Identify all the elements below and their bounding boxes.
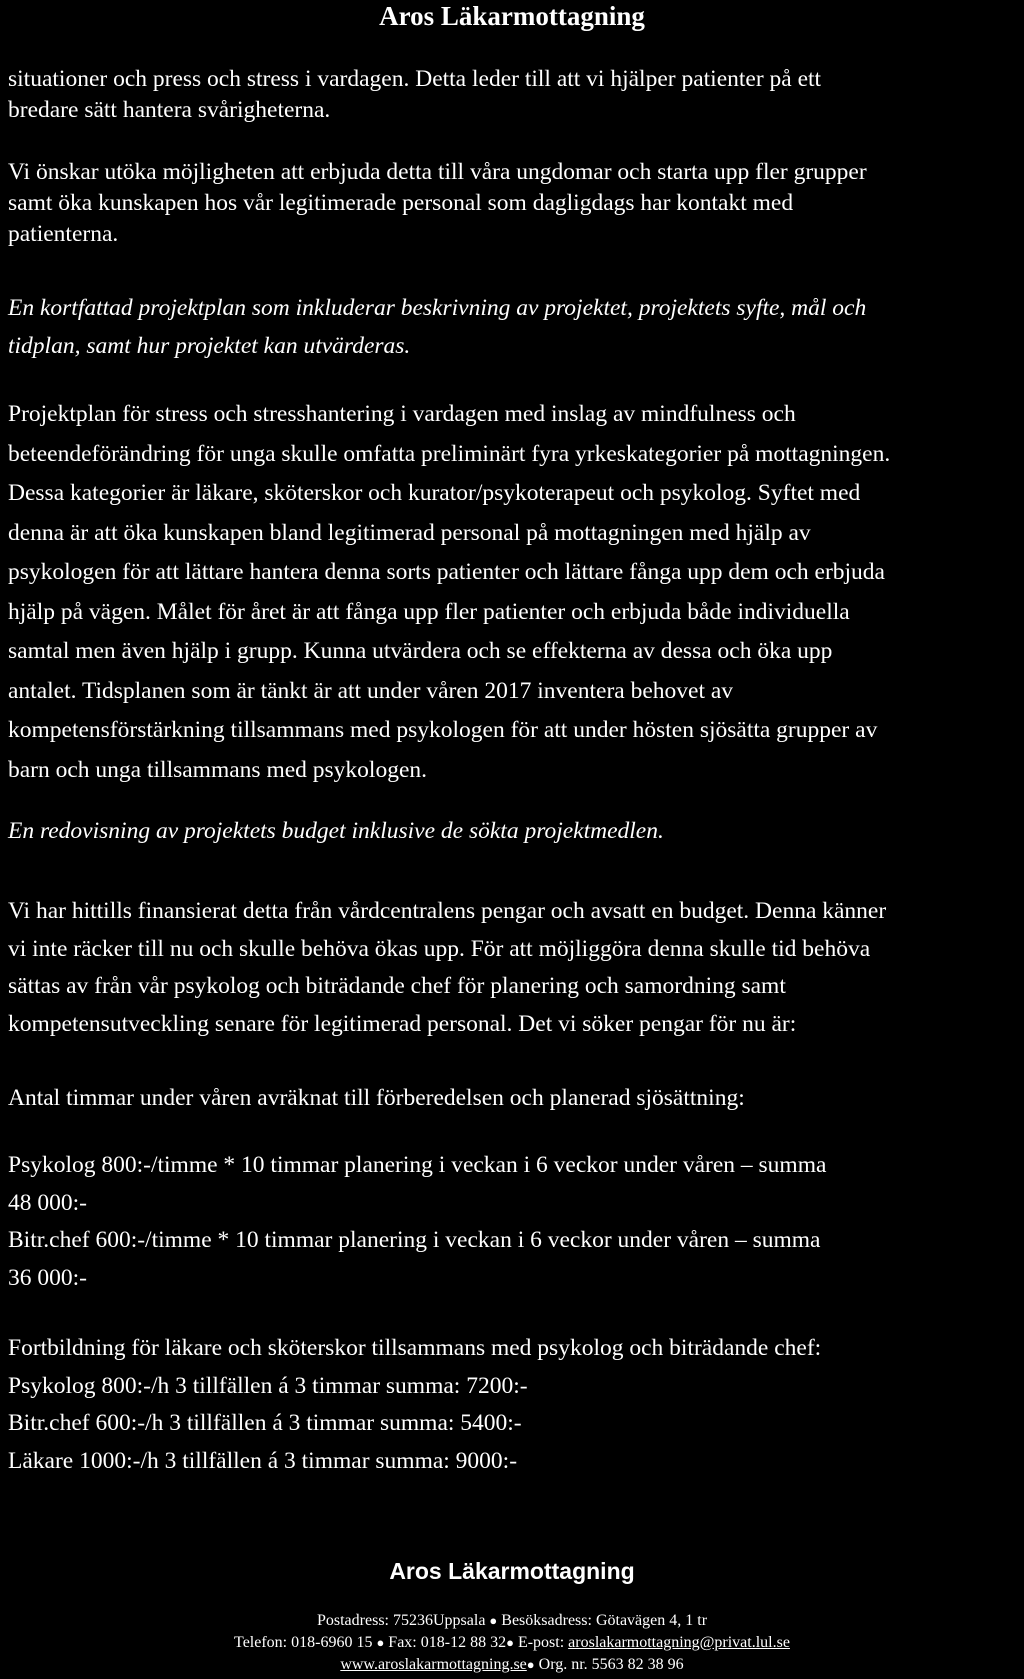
footer-fax: Fax: 018-12 88 32 <box>388 1634 507 1651</box>
footer-title: Aros Läkarmottagning <box>389 1558 635 1584</box>
text-line: Läkare 1000:-/h 3 tillfällen á 3 timmar summa: 9000:- <box>8 1447 518 1474</box>
footer-visit: Besöksadress: Götavägen 4, 1 tr <box>501 1612 708 1629</box>
budget-lines-planning <box>8 1147 1018 1297</box>
text-line: Dessa kategorier är läkare, sköterskor och kurator/psykoterapeut och psykolog. Syftet med <box>8 480 861 506</box>
budget-lines-training <box>8 1330 1018 1480</box>
text-line: antalet. Tidsplanen som är tänkt är att under våren 2017 inventera behovet av <box>8 677 734 704</box>
text-line: barn och unga tillsammans med psykologen. <box>8 756 428 783</box>
paragraph-budget <box>8 893 1018 1043</box>
text-line: Psykolog 800:-/h 3 tillfällen á 3 timmar summa: 7200:- <box>8 1372 528 1399</box>
text-line: psykologen för att lättare hantera denna sorts patienter och lättare fånga upp dem och erbjuda <box>8 559 885 585</box>
footer-postal: Postadress: 75236Uppsala <box>316 1612 486 1629</box>
bullet-icon: ● <box>526 1657 535 1672</box>
text-line: sättas av från vår psykolog och biträdande chef för planering och samordning samt <box>8 973 786 999</box>
text-line: Vi önskar utöka möjligheten att erbjuda detta till våra ungdomar och starta upp fler grupper <box>8 159 867 185</box>
text-line: 36 000:- <box>8 1264 87 1291</box>
text-line: tidplan, samt hur projektet kan utvärderas. <box>8 332 411 359</box>
footer-web-line <box>0 1654 1024 1676</box>
paragraph-intro-continued <box>8 64 1018 126</box>
text-line: Vi har hittills finansierat detta från vårdcentralens pengar och avsatt en budget. Denna känner <box>8 898 887 924</box>
text-line: Projektplan för stress och stresshantering i vardagen med inslag av mindfulness och <box>8 401 796 427</box>
text-line: beteendeförändring för unga skulle omfatta preliminärt fyra yrkeskategorier på mottagningen. <box>8 440 891 467</box>
footer-contact-line <box>0 1632 1024 1654</box>
footer-email-label: E-post: <box>517 1634 565 1651</box>
text-line: denna är att öka kunskapen bland legitimerad personal på mottagningen med hjälp av <box>8 519 811 546</box>
paragraph-projektplan <box>8 395 1018 790</box>
bullet-icon: ● <box>506 1635 514 1650</box>
bullet-icon: ● <box>489 1613 498 1628</box>
section-heading-budget <box>8 813 1018 851</box>
footer-org-number: Org. nr. 5563 82 38 96 <box>538 1656 684 1673</box>
text-line: hjälp på vägen. Målet för året är att fånga upp fler patienter och erbjuda både individuella <box>8 598 850 625</box>
text-line: samt öka kunskapen hos vår legitimerade personal som dagligdags har kontakt med <box>8 190 794 216</box>
text-line: bredare sätt hantera svårigheterna. <box>8 97 331 123</box>
footer-address-line <box>0 1610 1024 1632</box>
section-heading-projektplan <box>8 290 1018 365</box>
text-line: kompetensförstärkning tillsammans med psykologen för att under hösten sjösätta grupper av <box>8 717 878 743</box>
text-line: En redovisning av projektets budget inklusive de sökta projektmedlen. <box>8 818 664 844</box>
text-line: Bitr.chef 600:-/timme * 10 timmar planering i veckan i 6 veckor under våren – summa <box>8 1227 821 1253</box>
footer-email-link[interactable]: aroslakarmottagning@privat.lul.se <box>568 1634 790 1651</box>
text-line: Bitr.chef 600:-/h 3 tillfällen á 3 timmar summa: 5400:- <box>8 1410 522 1436</box>
text-line: kompetensutveckling senare för legitimerad personal. Det vi söker pengar för nu är: <box>8 1010 797 1037</box>
text-line: Psykolog 800:-/timme * 10 timmar planering i veckan i 6 veckor under våren – summa <box>8 1152 827 1178</box>
paragraph-hours-intro <box>8 1080 1018 1118</box>
text-line: En kortfattad projektplan som inkluderar beskrivning av projektet, projektets syfte, mål och <box>8 295 867 321</box>
text-line: Fortbildning för läkare och sköterskor tillsammans med psykolog och biträdande chef: <box>8 1335 822 1361</box>
footer-website-link[interactable]: www.aroslakarmottagning.se <box>340 1656 527 1673</box>
text-line: patienterna. <box>8 221 119 247</box>
paragraph-expansion <box>8 157 1018 250</box>
text-line: situationer och press och stress i vardagen. Detta leder till att vi hjälper patienter på ett <box>8 66 822 92</box>
text-line: Antal timmar under våren avräknat till förberedelsen och planerad sjösättning: <box>8 1085 745 1111</box>
text-line: 48 000:- <box>8 1189 87 1216</box>
bullet-icon: ● <box>376 1635 385 1650</box>
header-title: Aros Läkarmottagning <box>379 1 645 31</box>
footer-phone: Telefon: 018-6960 15 <box>234 1634 373 1651</box>
text-line: vi inte räcker till nu och skulle behöva ökas upp. För att möjliggöra denna skulle tid behöva <box>8 935 871 962</box>
text-line: samtal men även hjälp i grupp. Kunna utvärdera och se effekterna av dessa och öka upp <box>8 638 833 664</box>
